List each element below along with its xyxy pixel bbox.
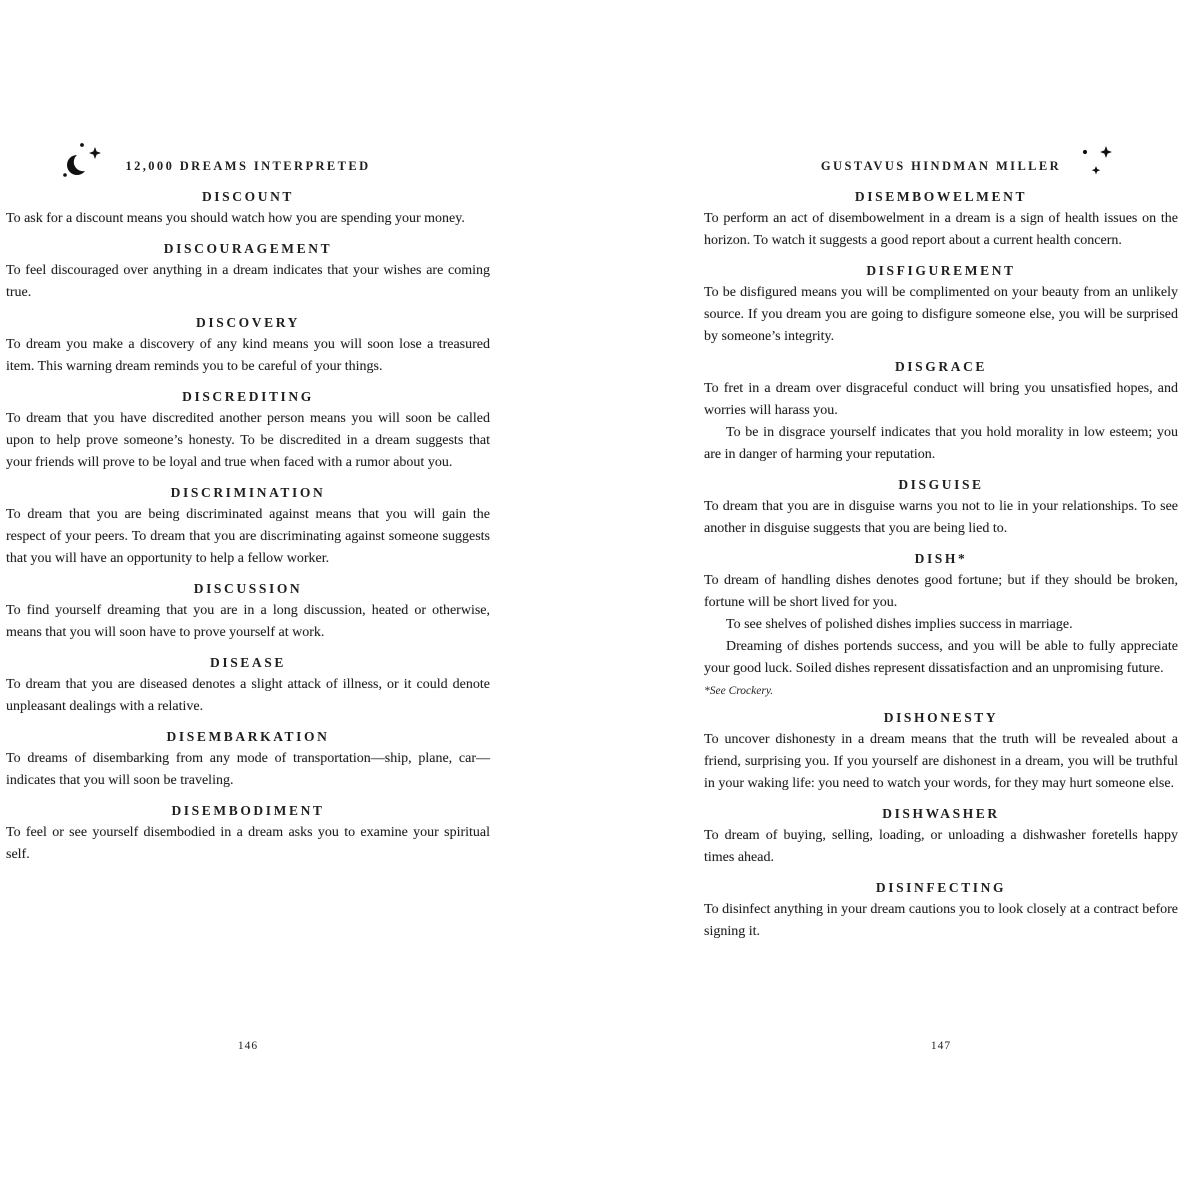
right-page: [704, 158, 1178, 943]
entry-term: DISHWASHER: [882, 806, 1000, 821]
left-running-head: [6, 158, 490, 174]
entry-term: DISCREDITING: [182, 389, 314, 404]
entry-paragraph: To be in disgrace yourself indicates that you hold morality in low esteem; you are in danger of harming your reputation.: [704, 425, 1178, 462]
left-page-number: 146: [237, 1040, 259, 1052]
entry-term: DISEMBARKATION: [166, 729, 330, 744]
crescent-moon-stars-icon: [62, 142, 106, 186]
entry-paragraph: To disinfect anything in your dream cautions you to look closely at a contract before signing it.: [704, 902, 1178, 939]
entry-paragraph: To ask for a discount means you should watch how you are spending your money.: [6, 211, 465, 226]
left-running-head-text: 12,000 DREAMS INTERPRETED: [125, 159, 371, 173]
entry-paragraph: To be disfigured means you will be complimented on your beauty from an unlikely source. If you dream you are going to disfigure someone else, you will be surprised by someone’s integrity.: [704, 285, 1178, 344]
entry-term: DISCOVERY: [196, 315, 300, 330]
entry-paragraph: To dream that you are in disguise warns you not to lie in your relationships. To see another in disguise suggests that you are being lied to.: [704, 499, 1178, 536]
entry-term: DISFIGUREMENT: [866, 263, 1016, 278]
entry-paragraph: To dream that you have discredited another person means you will soon be called upon to help prove someone’s honesty. To be discredited in a dream suggests that your friends will prove to be loyal and true when faced with a rumor about you.: [6, 411, 490, 470]
entry-term: DISH*: [914, 551, 968, 566]
entry-paragraph: To dreams of disembarking from any mode of transportation—ship, plane, car—indicates that you will soon be traveling.: [6, 751, 490, 788]
entry-term: DISCOURAGEMENT: [163, 241, 333, 256]
entry-paragraph: Dreaming of dishes portends success, and you will be able to fully appreciate your good luck. Soiled dishes represent dissatisfaction and an unpromising future.: [704, 639, 1178, 676]
entry-paragraph: To uncover dishonesty in a dream means that the truth will be revealed about a friend, surprising you. If you yourself are dishonest in a dream, you will be truthful in your waking life: you need to watch your words, for they may hurt someone else.: [704, 732, 1178, 791]
entry-paragraph: To dream that you are being discriminated against means that you will gain the respect of your peers. To dream that you are discriminating against someone suggests that you will have an opportunity to help a fellow worker.: [6, 507, 490, 566]
entry-paragraph: To fret in a dream over disgraceful conduct will bring you unsatisfied hopes, and worries will harass you.: [704, 381, 1178, 418]
entry-term: DISEASE: [210, 655, 286, 670]
entry-term: DISGUISE: [898, 477, 984, 492]
right-running-head: [704, 158, 1178, 174]
entry-paragraph: To dream you make a discovery of any kind means you will soon lose a treasured item. This warning dream reminds you to be careful of your things.: [6, 337, 490, 374]
entry-term: DISEMBODIMENT: [171, 803, 325, 818]
right-page-number: 147: [930, 1040, 952, 1052]
left-page-entries: [6, 188, 490, 866]
entry-term: DISCOUNT: [201, 189, 295, 204]
entry-paragraph: To feel or see yourself disembodied in a dream asks you to examine your spiritual self.: [6, 825, 490, 862]
entry-term: DISINFECTING: [875, 880, 1007, 895]
left-page: [6, 158, 490, 866]
entry-term: DISCUSSION: [193, 581, 303, 596]
entry-paragraph: To dream that you are diseased denotes a slight attack of illness, or it could denote unpleasant dealings with a relative.: [6, 677, 490, 714]
right-running-head-text: GUSTAVUS HINDMAN MILLER: [820, 159, 1062, 173]
entry-paragraph: To dream of handling dishes denotes good fortune; but if they should be broken, fortune will be short lived for you.: [704, 573, 1178, 610]
entry-paragraph: To see shelves of polished dishes implies success in marriage.: [726, 617, 1073, 632]
entry-paragraph: To feel discouraged over anything in a dream indicates that your wishes are coming true.: [6, 263, 490, 300]
right-page-entries: [704, 188, 1178, 943]
entry-term: DISCRIMINATION: [170, 485, 326, 500]
entry-footnote: *See Crockery.: [704, 685, 774, 697]
entry-term: DISGRACE: [894, 359, 988, 374]
entry-paragraph: To perform an act of disembowelment in a dream is a sign of health issues on the horizon. To watch it suggests a good report about a current health concern.: [704, 211, 1178, 248]
entry-term: DISHONESTY: [883, 710, 999, 725]
entry-paragraph: To dream of buying, selling, loading, or unloading a dishwasher foretells happy times ahead.: [704, 828, 1178, 865]
entry-paragraph: To find yourself dreaming that you are in a long discussion, heated or otherwise, means that you will soon have to prove yourself at work.: [6, 603, 490, 640]
entry-term: DISEMBOWELMENT: [854, 189, 1028, 204]
three-stars-icon: [1078, 146, 1118, 184]
